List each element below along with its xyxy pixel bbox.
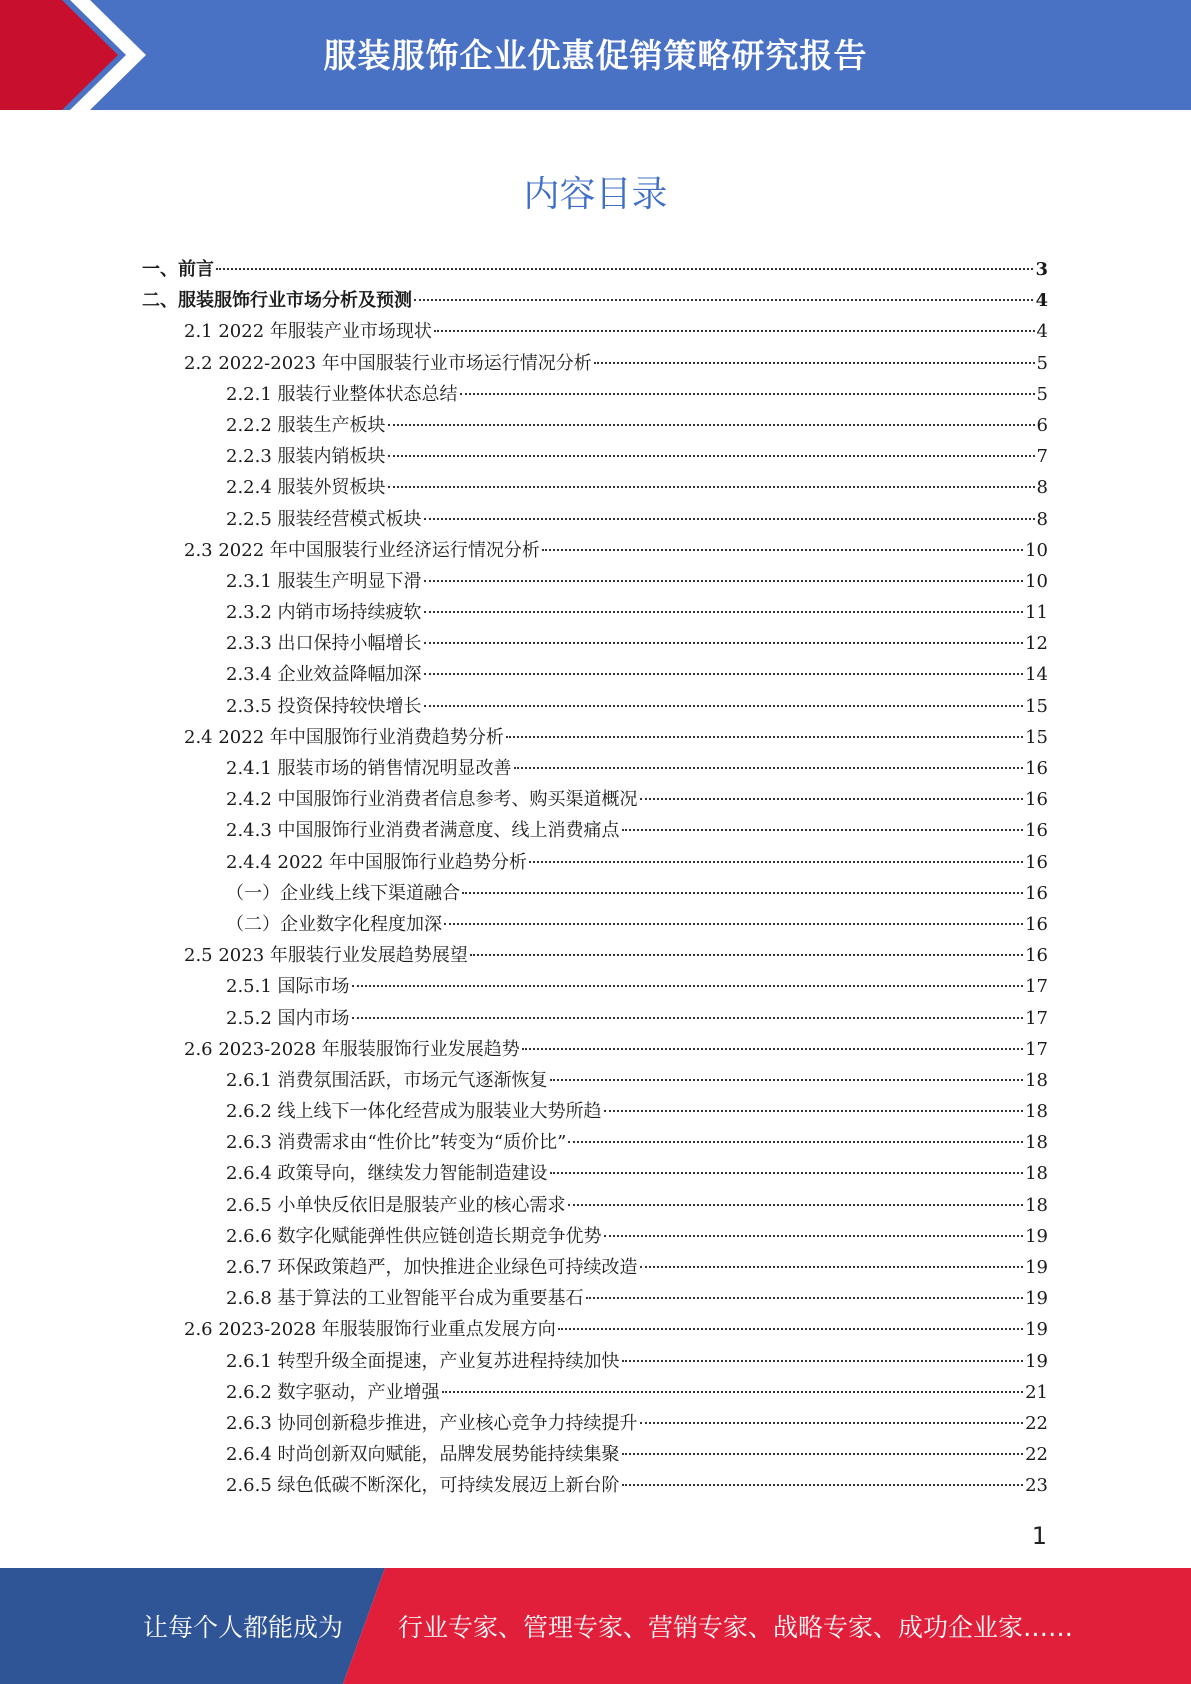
- toc-entry-page: 3: [1035, 259, 1048, 280]
- toc-leader-dots: [529, 861, 1023, 863]
- toc-entry-label: 2.3.1 服装生产明显下滑: [226, 570, 422, 592]
- toc-leader-dots: [604, 1235, 1024, 1237]
- toc-entry[interactable]: [142, 878, 1048, 909]
- toc-entry-page: 17: [1025, 1038, 1048, 1060]
- toc-entry-page: 19: [1025, 1288, 1048, 1310]
- toc-entry-label: 2.3 2022 年中国服装行业经济运行情况分析: [184, 539, 540, 561]
- toc-leader-dots: [352, 1017, 1024, 1019]
- toc-entry-label: 2.6 2023-2028 年服装服饰行业重点发展方向: [184, 1319, 556, 1341]
- toc-entry-page: 8: [1036, 477, 1048, 499]
- toc-entry-label: 2.4.1 服装市场的销售情况明显改善: [226, 758, 512, 779]
- toc-entry-page: 6: [1036, 414, 1048, 436]
- toc-entry[interactable]: [142, 1470, 1048, 1501]
- toc-leader-dots: [424, 705, 1024, 707]
- toc-entry-page: 22: [1025, 1444, 1048, 1466]
- toc-leader-dots: [388, 455, 1035, 457]
- toc-entry-label: 二、服装服饰行业市场分析及预测: [142, 290, 412, 312]
- toc-entry-page: 16: [1025, 882, 1048, 904]
- toc-entry-label: 2.3.2 内销市场持续疲软: [226, 602, 422, 624]
- toc-entry-label: 2.6.7 环保政策趋严，加快推进企业绿色可持续改造: [226, 1257, 638, 1278]
- toc-leader-dots: [352, 985, 1024, 987]
- toc-entry-page: 14: [1025, 664, 1048, 686]
- toc-entry[interactable]: [142, 847, 1048, 878]
- toc-leader-dots: [424, 611, 1024, 613]
- toc-entry[interactable]: [142, 784, 1048, 815]
- toc-entry-label: 2.3.3 出口保持小幅增长: [226, 633, 422, 655]
- toc-leader-dots: [622, 1453, 1024, 1455]
- toc-entry-page: 18: [1025, 1194, 1048, 1216]
- toc-entry[interactable]: [142, 504, 1048, 535]
- toc-entry[interactable]: [142, 1096, 1048, 1127]
- toc-leader-dots: [558, 1328, 1023, 1330]
- toc-entry-page: 22: [1025, 1412, 1048, 1434]
- toc-entry-page: 18: [1025, 1101, 1048, 1123]
- toc-entry[interactable]: [142, 628, 1048, 659]
- page-number: 1: [1031, 1522, 1047, 1550]
- toc-leader-dots: [462, 892, 1023, 894]
- toc-entry-page: 17: [1025, 976, 1048, 998]
- table-of-contents: [142, 254, 1048, 1502]
- toc-entry[interactable]: [142, 1408, 1048, 1439]
- toc-entry-label: （二）企业数字化程度加深: [226, 913, 442, 935]
- toc-entry-page: 16: [1025, 851, 1048, 873]
- toc-entry-label: （一）企业线上线下渠道融合: [226, 882, 460, 904]
- toc-entry[interactable]: [142, 1221, 1048, 1252]
- toc-entry-label: 一、前言: [142, 259, 214, 280]
- toc-entry-page: 8: [1036, 508, 1048, 530]
- toc-entry[interactable]: [142, 410, 1048, 441]
- toc-entry-label: 2.4.2 中国服饰行业消费者信息参考、购买渠道概况: [226, 789, 638, 811]
- toc-entry-label: 2.2.5 服装经营模式板块: [226, 508, 422, 530]
- toc-leader-dots: [460, 393, 1035, 395]
- toc-leader-dots: [622, 1484, 1024, 1486]
- toc-entry-label: 2.3.5 投资保持较快增长: [226, 695, 422, 717]
- toc-entry[interactable]: [142, 1158, 1048, 1189]
- toc-entry-label: 2.6.6 数字化赋能弹性供应链创造长期竞争优势: [226, 1225, 602, 1247]
- toc-entry-page: 5: [1036, 383, 1048, 405]
- toc-entry-page: 19: [1025, 1350, 1048, 1372]
- toc-entry-label: 2.6.4 时尚创新双向赋能，品牌发展势能持续集聚: [226, 1444, 620, 1466]
- toc-leader-dots: [586, 1297, 1024, 1299]
- toc-leader-dots: [594, 362, 1035, 364]
- toc-entry-label: 2.2.4 服装外贸板块: [226, 477, 386, 499]
- header-title: 服装服饰企业优惠促销策略研究报告: [323, 36, 868, 75]
- toc-leader-dots: [640, 1422, 1024, 1424]
- toc-entry-page: 19: [1025, 1319, 1048, 1341]
- page-footer: [0, 1568, 1191, 1684]
- toc-entry-label: 2.5.1 国际市场: [226, 976, 350, 998]
- toc-leader-dots: [388, 486, 1035, 488]
- toc-entry[interactable]: [142, 1190, 1048, 1221]
- toc-leader-dots: [216, 268, 1033, 270]
- toc-entry[interactable]: [142, 254, 1048, 285]
- toc-entry[interactable]: [142, 753, 1048, 784]
- toc-entry-page: 11: [1025, 602, 1048, 624]
- toc-entry[interactable]: [142, 940, 1048, 971]
- toc-entry-page: 21: [1025, 1381, 1048, 1403]
- toc-leader-dots: [424, 642, 1024, 644]
- toc-entry-page: 16: [1025, 820, 1048, 842]
- toc-leader-dots: [640, 1266, 1024, 1268]
- toc-leader-dots: [514, 767, 1024, 769]
- toc-entry-page: 18: [1025, 1069, 1048, 1091]
- toc-entry-page: 7: [1036, 446, 1048, 468]
- toc-entry-label: 2.4.3 中国服饰行业消费者满意度、线上消费痛点: [226, 820, 620, 842]
- toc-entry-label: 2.6.8 基于算法的工业智能平台成为重要基石: [226, 1288, 584, 1310]
- toc-entry-label: 2.3.4 企业效益降幅加深: [226, 664, 422, 686]
- toc-leader-dots: [640, 798, 1024, 800]
- toc-leader-dots: [542, 549, 1023, 551]
- toc-entry-page: 12: [1025, 633, 1048, 655]
- toc-entry-page: 16: [1025, 758, 1048, 779]
- toc-entry[interactable]: [142, 441, 1048, 472]
- toc-entry-label: 2.2 2022-2023 年中国服装行业市场运行情况分析: [184, 352, 592, 374]
- toc-entry-page: 23: [1025, 1475, 1048, 1497]
- toc-entry-page: 10: [1025, 539, 1048, 561]
- toc-leader-dots: [388, 424, 1035, 426]
- toc-leader-dots: [506, 736, 1023, 738]
- toc-entry-label: 2.4 2022 年中国服饰行业消费趋势分析: [184, 726, 504, 748]
- toc-entry[interactable]: [142, 722, 1048, 753]
- toc-leader-dots: [622, 829, 1024, 831]
- toc-leader-dots: [568, 1141, 1023, 1143]
- toc-leader-dots: [550, 1172, 1024, 1174]
- toc-entry-label: 2.6.2 数字驱动，产业增强: [226, 1381, 440, 1403]
- toc-entry-label: 2.2.3 服装内销板块: [226, 446, 386, 468]
- toc-entry[interactable]: [142, 1283, 1048, 1314]
- toc-entry[interactable]: [142, 1314, 1048, 1345]
- toc-leader-dots: [550, 1079, 1024, 1081]
- toc-entry[interactable]: [142, 597, 1048, 628]
- toc-leader-dots: [424, 518, 1035, 520]
- toc-entry-page: 4: [1036, 321, 1048, 343]
- toc-entry-page: 16: [1025, 945, 1048, 967]
- toc-leader-dots: [424, 580, 1024, 582]
- footer-slogan-right: 行业专家、管理专家、营销专家、战略专家、成功企业家……: [398, 1613, 1074, 1642]
- toc-leader-dots: [442, 1391, 1024, 1393]
- toc-entry[interactable]: [142, 909, 1048, 940]
- toc-entry[interactable]: [142, 285, 1048, 316]
- toc-entry[interactable]: [142, 472, 1048, 503]
- toc-entry[interactable]: [142, 379, 1048, 410]
- toc-leader-dots: [444, 923, 1023, 925]
- toc-entry[interactable]: [142, 1003, 1048, 1034]
- toc-entry-label: 2.5.2 国内市场: [226, 1007, 350, 1029]
- toc-entry-label: 2.6.1 消费氛围活跃，市场元气逐渐恢复: [226, 1069, 548, 1091]
- toc-entry-label: 2.6.1 转型升级全面提速，产业复苏进程持续加快: [226, 1350, 620, 1372]
- toc-leader-dots: [414, 299, 1033, 301]
- toc-entry-page: 4: [1035, 290, 1048, 312]
- toc-leader-dots: [622, 1360, 1024, 1362]
- toc-entry[interactable]: [142, 348, 1048, 379]
- toc-entry-label: 2.1 2022 年服装产业市场现状: [184, 321, 432, 343]
- toc-title: 内容目录: [523, 174, 668, 215]
- toc-entry[interactable]: [142, 1065, 1048, 1096]
- page-header: [0, 0, 1191, 110]
- toc-entry[interactable]: [142, 691, 1048, 722]
- toc-entry-page: 18: [1025, 1163, 1048, 1185]
- toc-entry-page: 17: [1025, 1007, 1048, 1029]
- toc-leader-dots: [604, 1110, 1024, 1112]
- toc-entry-page: 5: [1036, 352, 1048, 374]
- toc-leader-dots: [434, 330, 1035, 332]
- toc-entry-label: 2.6.5 绿色低碳不断深化，可持续发展迈上新台阶: [226, 1475, 620, 1497]
- toc-leader-dots: [470, 954, 1023, 956]
- toc-entry-label: 2.6.3 消费需求由“性价比”转变为“质价比”: [226, 1132, 567, 1154]
- toc-entry-page: 16: [1025, 789, 1048, 811]
- toc-entry[interactable]: [142, 535, 1048, 566]
- toc-entry-label: 2.6.5 小单快反依旧是服装产业的核心需求: [226, 1194, 566, 1216]
- toc-entry[interactable]: [142, 316, 1048, 347]
- toc-entry-label: 2.2.2 服装生产板块: [226, 414, 386, 436]
- toc-entry[interactable]: [142, 1252, 1048, 1283]
- toc-entry[interactable]: [142, 1377, 1048, 1408]
- toc-entry-page: 10: [1025, 570, 1048, 592]
- footer-slogan-left: 让每个人都能成为: [143, 1613, 344, 1642]
- toc-entry[interactable]: [142, 815, 1048, 846]
- toc-entry-label: 2.6.2 线上线下一体化经营成为服装业大势所趋: [226, 1101, 602, 1123]
- toc-entry[interactable]: [142, 1346, 1048, 1377]
- toc-entry[interactable]: [142, 566, 1048, 597]
- toc-entry[interactable]: [142, 1439, 1048, 1470]
- toc-entry[interactable]: [142, 1034, 1048, 1065]
- toc-entry-label: 2.6 2023-2028 年服装服饰行业发展趋势: [184, 1038, 520, 1060]
- toc-leader-dots: [568, 1204, 1024, 1206]
- toc-entry-label: 2.6.4 政策导向，继续发力智能制造建设: [226, 1163, 548, 1185]
- toc-entry-label: 2.6.3 协同创新稳步推进，产业核心竞争力持续提升: [226, 1412, 638, 1434]
- toc-entry-page: 16: [1025, 913, 1048, 935]
- toc-entry-page: 19: [1025, 1257, 1048, 1278]
- toc-entry-page: 19: [1025, 1225, 1048, 1247]
- toc-entry-page: 15: [1025, 726, 1048, 748]
- toc-entry[interactable]: [142, 659, 1048, 690]
- toc-entry[interactable]: [142, 1127, 1048, 1158]
- toc-entry-label: 2.5 2023 年服装行业发展趋势展望: [184, 945, 468, 967]
- toc-entry-page: 18: [1025, 1132, 1048, 1154]
- toc-leader-dots: [424, 673, 1024, 675]
- toc-leader-dots: [522, 1048, 1023, 1050]
- toc-entry-label: 2.2.1 服装行业整体状态总结: [226, 383, 458, 405]
- toc-entry[interactable]: [142, 971, 1048, 1002]
- toc-entry-page: 15: [1025, 695, 1048, 717]
- toc-entry-label: 2.4.4 2022 年中国服饰行业趋势分析: [226, 851, 528, 873]
